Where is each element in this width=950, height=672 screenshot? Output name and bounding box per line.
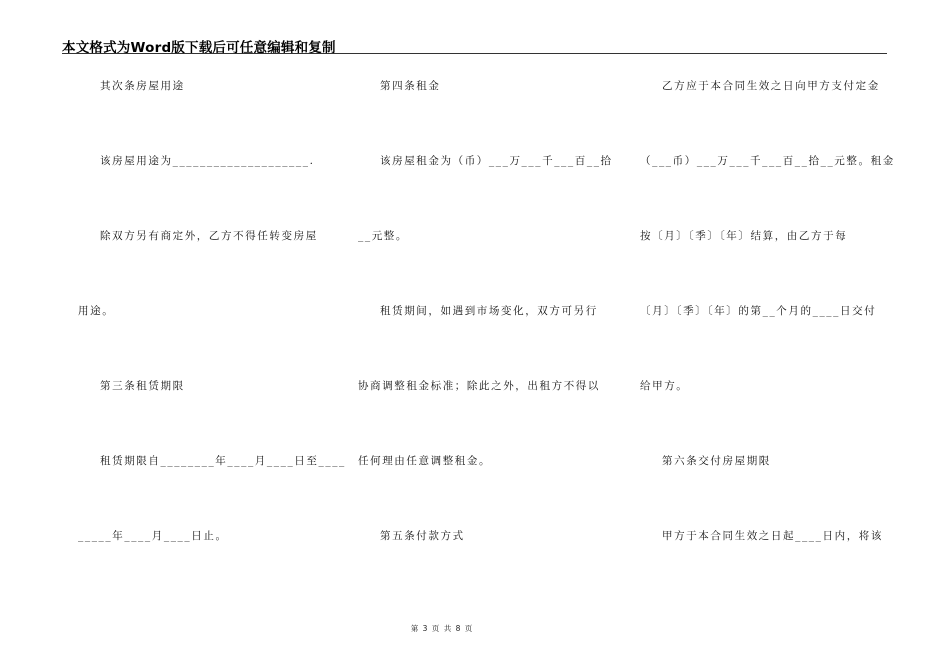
text-column-2	[358, 0, 618, 672]
paragraph-line: 协商调整租金标准；除此之外，出租方不得以	[358, 380, 600, 392]
paragraph-line: 甲方于本合同生效之日起____日内，将该	[662, 530, 883, 542]
paragraph-line: 按〔月〕〔季〕〔年〕结算，由乙方于每	[640, 230, 848, 242]
clause-heading-payment: 第五条付款方式	[380, 530, 465, 542]
page-number: 第 3 页 共 8 页	[410, 624, 474, 633]
paragraph-line: 租赁期间，如遇到市场变化，双方可另行	[380, 305, 598, 317]
paragraph-line: （___币）___万___千___百__拾__元整。租金	[640, 155, 895, 167]
paragraph-line: 〔月〕〔季〕〔年〕的第__个月的____日交付	[640, 305, 877, 317]
text-column-3	[640, 0, 900, 672]
clause-heading-delivery: 第六条交付房屋期限	[662, 455, 771, 467]
paragraph-line: 该房屋租金为（币）___万___千___百__拾	[380, 155, 613, 167]
paragraph-line: 给甲方。	[640, 380, 689, 392]
paragraph-line: 除双方另有商定外，乙方不得任转变房屋	[100, 230, 318, 242]
text-column-1	[78, 0, 346, 672]
paragraph-line: 任何理由任意调整租金。	[358, 455, 492, 467]
paragraph-line: 租赁期限自________年____月____日至____	[100, 455, 346, 467]
clause-heading-rent: 第四条租金	[380, 80, 441, 92]
clause-heading-use: 其次条房屋用途	[100, 80, 185, 92]
paragraph-line: _____年____月____日止。	[78, 530, 228, 542]
paragraph-line: 用途。	[78, 305, 115, 317]
document-header-title: 本文格式为Word版下载后可任意编辑和复制	[62, 40, 336, 56]
paragraph-line: 乙方应于本合同生效之日向甲方支付定金	[662, 80, 880, 92]
clause-heading-term: 第三条租赁期限	[100, 380, 185, 392]
paragraph-line: 该房屋用途为____________________.	[100, 155, 315, 167]
paragraph-line: __元整。	[358, 230, 408, 242]
